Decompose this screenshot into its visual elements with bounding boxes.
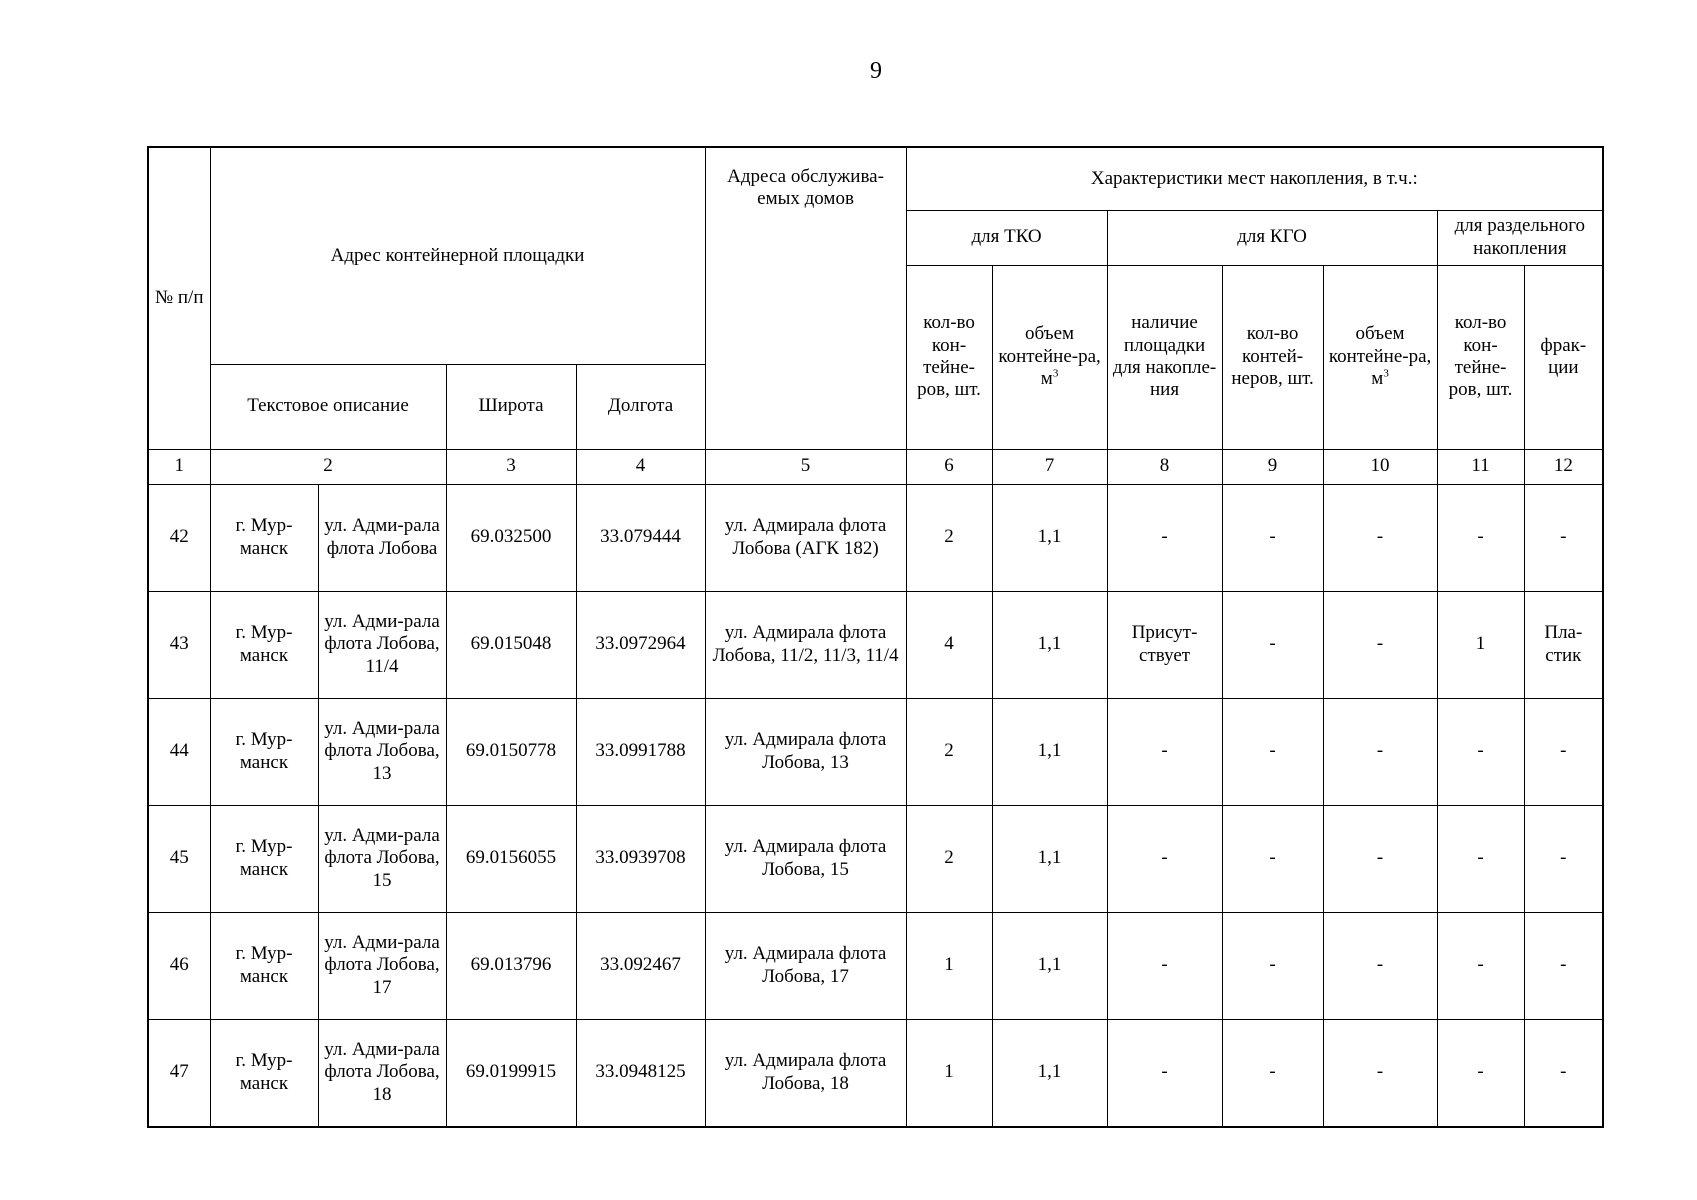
cell-street: ул. Адми-рала флота Лобова, 13: [318, 698, 446, 805]
cell-served-houses: ул. Адмирала флота Лобова (АГК 182): [705, 484, 906, 591]
cell-kgo-count: -: [1222, 805, 1323, 912]
cell-longitude: 33.079444: [576, 484, 705, 591]
table-row: [148, 912, 1603, 1019]
column-number: 3: [446, 449, 576, 484]
unit-superscript: 3: [1383, 367, 1389, 380]
cell-tko-volume: 1,1: [992, 484, 1107, 591]
header-tko: для ТКО: [906, 210, 1107, 265]
column-number: 5: [705, 449, 906, 484]
cell-tko-count: 4: [906, 591, 992, 698]
cell-sep-fraction: -: [1524, 912, 1603, 1019]
cell-city: г. Мур-манск: [210, 805, 318, 912]
cell-street: ул. Адми-рала флота Лобова, 15: [318, 805, 446, 912]
column-number: 8: [1107, 449, 1222, 484]
cell-no: 44: [148, 698, 210, 805]
cell-city: г. Мур-манск: [210, 912, 318, 1019]
header-kgo-count: кол-во контей-неров, шт.: [1222, 265, 1323, 449]
column-number: 7: [992, 449, 1107, 484]
container-sites-table: [147, 146, 1604, 1128]
cell-kgo-site: -: [1107, 805, 1222, 912]
column-numbers-row: [148, 449, 1603, 484]
cell-street: ул. Адми-рала флота Лобова, 18: [318, 1019, 446, 1127]
cell-tko-volume: 1,1: [992, 912, 1107, 1019]
header-text-desc: Текстовое описание: [210, 364, 446, 449]
header-tko-count: кол-во кон-тейне-ров, шт.: [906, 265, 992, 449]
cell-longitude: 33.0972964: [576, 591, 705, 698]
column-number: 10: [1323, 449, 1437, 484]
cell-kgo-site: -: [1107, 912, 1222, 1019]
cell-latitude: 69.015048: [446, 591, 576, 698]
cell-latitude: 69.0156055: [446, 805, 576, 912]
unit-superscript: 3: [1052, 367, 1059, 380]
cell-city: г. Мур-манск: [210, 698, 318, 805]
cell-no: 43: [148, 591, 210, 698]
header-kgo: для КГО: [1107, 210, 1437, 265]
table-row: [148, 1019, 1603, 1127]
cell-city: г. Мур-манск: [210, 1019, 318, 1127]
cell-longitude: 33.092467: [576, 912, 705, 1019]
cell-longitude: 33.0939708: [576, 805, 705, 912]
cell-sep-fraction: -: [1524, 698, 1603, 805]
cell-sep-count: 1: [1437, 591, 1524, 698]
header-tko-volume: [992, 265, 1107, 449]
cell-street: ул. Адми-рала флота Лобова: [318, 484, 446, 591]
cell-tko-count: 1: [906, 912, 992, 1019]
column-number: 9: [1222, 449, 1323, 484]
cell-kgo-volume: -: [1323, 1019, 1437, 1127]
header-latitude: Широта: [446, 364, 576, 449]
table-row: [148, 591, 1603, 698]
cell-tko-volume: 1,1: [992, 1019, 1107, 1127]
cell-sep-count: -: [1437, 698, 1524, 805]
cell-latitude: 69.013796: [446, 912, 576, 1019]
cell-kgo-site: -: [1107, 484, 1222, 591]
cell-tko-count: 2: [906, 698, 992, 805]
cell-kgo-count: -: [1222, 912, 1323, 1019]
cell-kgo-volume: -: [1323, 591, 1437, 698]
cell-tko-count: 2: [906, 805, 992, 912]
header-sep-count: кол-во кон-тейне-ров, шт.: [1437, 265, 1524, 449]
cell-sep-count: -: [1437, 912, 1524, 1019]
cell-latitude: 69.0199915: [446, 1019, 576, 1127]
cell-served-houses: ул. Адмирала флота Лобова, 15: [705, 805, 906, 912]
cell-tko-count: 1: [906, 1019, 992, 1127]
cell-kgo-volume: -: [1323, 484, 1437, 591]
cell-no: 42: [148, 484, 210, 591]
cell-sep-fraction: -: [1524, 484, 1603, 591]
cell-kgo-count: -: [1222, 698, 1323, 805]
table-body: [148, 484, 1603, 1127]
column-number: 4: [576, 449, 705, 484]
column-number: 2: [210, 449, 446, 484]
table-header: [148, 147, 1603, 484]
cell-kgo-site: Присут-ствует: [1107, 591, 1222, 698]
cell-served-houses: ул. Адмирала флота Лобова, 17: [705, 912, 906, 1019]
cell-kgo-volume: -: [1323, 912, 1437, 1019]
header-kgo-site: наличие площадки для накопле-ния: [1107, 265, 1222, 449]
column-number: 12: [1524, 449, 1603, 484]
header-separate: для раздельного накопления: [1437, 210, 1603, 265]
header-tko-volume-text: объем контейне-ра, м: [998, 323, 1101, 390]
table-row: [148, 805, 1603, 912]
column-number: 11: [1437, 449, 1524, 484]
cell-no: 45: [148, 805, 210, 912]
cell-kgo-count: -: [1222, 1019, 1323, 1127]
cell-longitude: 33.0948125: [576, 1019, 705, 1127]
cell-sep-fraction: -: [1524, 1019, 1603, 1127]
table-row: [148, 484, 1603, 591]
cell-served-houses: ул. Адмирала флота Лобова, 13: [705, 698, 906, 805]
cell-longitude: 33.0991788: [576, 698, 705, 805]
column-number: 6: [906, 449, 992, 484]
cell-kgo-volume: -: [1323, 698, 1437, 805]
cell-kgo-site: -: [1107, 698, 1222, 805]
column-number: 1: [148, 449, 210, 484]
cell-tko-volume: 1,1: [992, 591, 1107, 698]
cell-street: ул. Адми-рала флота Лобова, 11/4: [318, 591, 446, 698]
header-served-houses: Адреса обслужива-емых домов: [705, 147, 906, 449]
header-longitude: Долгота: [576, 364, 705, 449]
header-kgo-volume: [1323, 265, 1437, 449]
header-characteristics: Характеристики мест накопления, в т.ч.:: [906, 147, 1603, 210]
cell-tko-volume: 1,1: [992, 805, 1107, 912]
header-no: № п/п: [148, 147, 210, 449]
cell-latitude: 69.032500: [446, 484, 576, 591]
cell-sep-count: -: [1437, 484, 1524, 591]
cell-city: г. Мур-манск: [210, 591, 318, 698]
cell-served-houses: ул. Адмирала флота Лобова, 11/2, 11/3, 11/4: [705, 591, 906, 698]
cell-kgo-site: -: [1107, 1019, 1222, 1127]
header-kgo-volume-text: объем контейне-ра, м: [1328, 323, 1432, 390]
cell-kgo-volume: -: [1323, 805, 1437, 912]
cell-tko-volume: 1,1: [992, 698, 1107, 805]
table-row: [148, 698, 1603, 805]
cell-sep-count: -: [1437, 1019, 1524, 1127]
cell-street: ул. Адми-рала флота Лобова, 17: [318, 912, 446, 1019]
header-address: Адрес контейнерной площадки: [210, 147, 705, 364]
cell-kgo-count: -: [1222, 591, 1323, 698]
page-number: 9: [870, 58, 882, 84]
cell-sep-fraction: -: [1524, 805, 1603, 912]
cell-latitude: 69.0150778: [446, 698, 576, 805]
cell-no: 47: [148, 1019, 210, 1127]
cell-tko-count: 2: [906, 484, 992, 591]
cell-kgo-count: -: [1222, 484, 1323, 591]
cell-sep-fraction: Пла-стик: [1524, 591, 1603, 698]
cell-no: 46: [148, 912, 210, 1019]
cell-served-houses: ул. Адмирала флота Лобова, 18: [705, 1019, 906, 1127]
cell-city: г. Мур-манск: [210, 484, 318, 591]
cell-sep-count: -: [1437, 805, 1524, 912]
header-sep-fraction: фрак-ции: [1524, 265, 1603, 449]
